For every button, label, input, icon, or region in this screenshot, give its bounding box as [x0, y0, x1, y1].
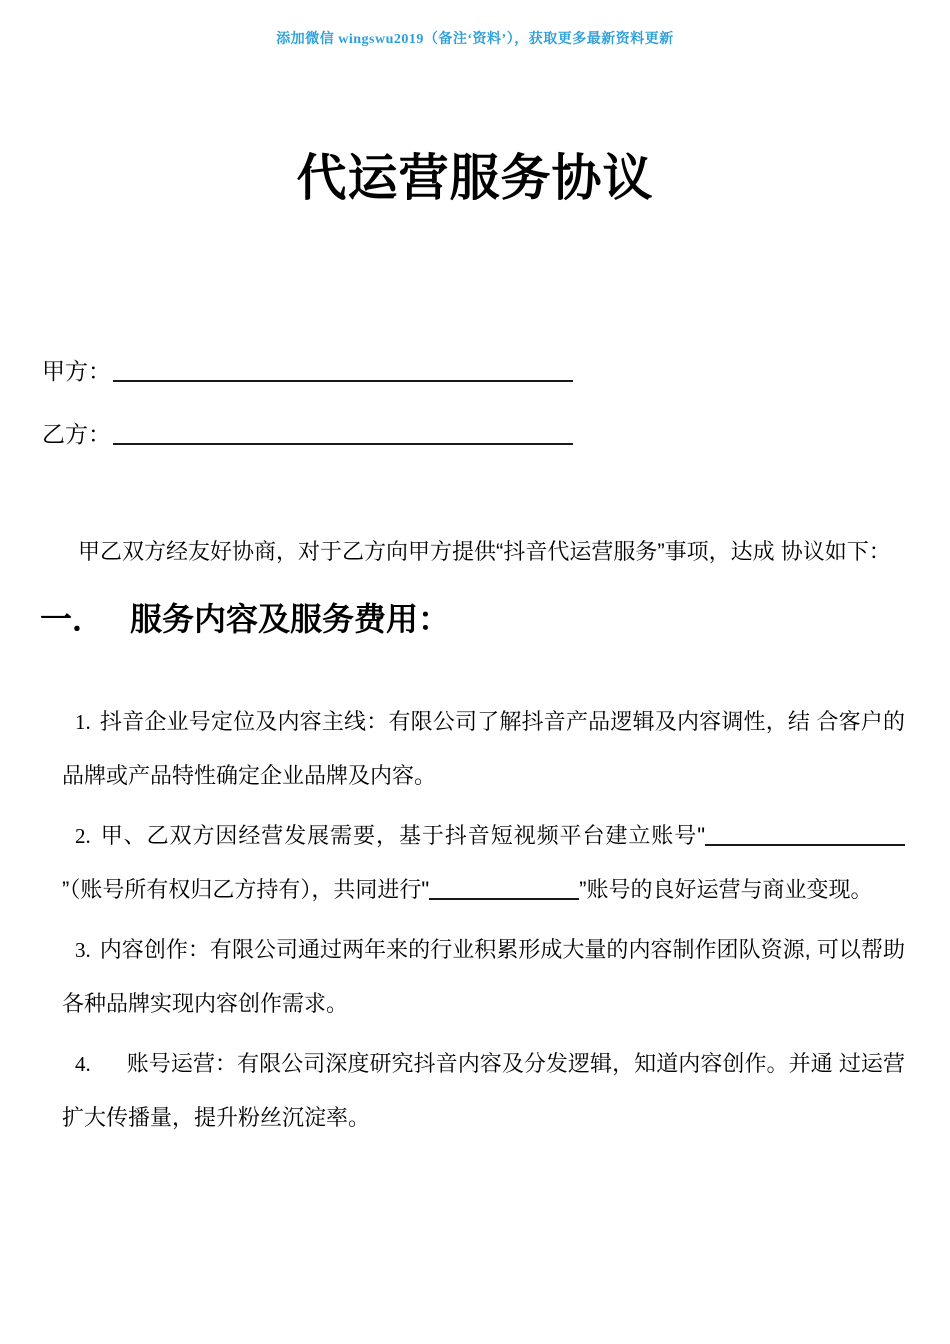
- document-title: 代运营服务协议: [296, 150, 654, 206]
- list-item-3: [62, 923, 905, 1031]
- item-2-text-part-1: 甲、乙双方因经营发展需要，基于抖音短视频平台建立账号": [99, 822, 705, 848]
- item-2-number: 2.: [75, 823, 91, 848]
- list-item-1: [62, 695, 905, 803]
- party-b-row: [42, 419, 905, 449]
- party-a-blank-field[interactable]: [113, 380, 573, 382]
- item-4-number: 4.: [75, 1051, 91, 1076]
- section-1-number: 一．: [40, 601, 105, 637]
- section-1-items: [62, 695, 905, 1145]
- item-1-number: 1.: [75, 709, 91, 734]
- party-b-label: 乙方：: [42, 421, 111, 447]
- party-section: [42, 356, 905, 449]
- item-2-text-part-2: ”（账号所有权归乙方持有），共同进行": [62, 876, 430, 902]
- item-3-number: 3.: [75, 937, 91, 962]
- section-1-heading: [40, 599, 905, 641]
- item-4-text: 账号运营：有限公司深度研究抖音内容及分发逻辑，知道内容创作。并通 过运营扩大传播量，提升粉丝沉淀率。: [62, 1050, 905, 1130]
- list-item-4: [62, 1037, 905, 1145]
- item-2-text-part-3: ”账号的良好运营与商业变现。: [579, 876, 873, 902]
- account-blank-field[interactable]: [429, 898, 579, 900]
- watermark-notice: 添加微信 wingswu2019（备注‘资料’），获取更多最新资料更新: [276, 32, 674, 47]
- item-3-text: 内容创作：有限公司通过两年来的行业积累形成大量的内容制作团队资源, 可以帮助各种品牌实现内容创作需求。: [62, 936, 905, 1016]
- list-item-2: [62, 809, 905, 917]
- item-1-text: 抖音企业号定位及内容主线：有限公司了解抖音产品逻辑及内容调性，结 合客户的品牌或产品特性确定企业品牌及内容。: [62, 708, 905, 788]
- party-a-label: 甲方：: [42, 358, 111, 384]
- party-b-blank-field[interactable]: [113, 443, 573, 445]
- account-name-blank-field[interactable]: [705, 844, 905, 846]
- section-1-heading-text: 服务内容及服务费用：: [130, 601, 451, 637]
- intro-paragraph: 甲乙双方经友好协商，对于乙方向甲方提供“抖音代运营服务”事项，达成 协议如下：: [78, 539, 891, 564]
- party-a-row: [42, 356, 905, 386]
